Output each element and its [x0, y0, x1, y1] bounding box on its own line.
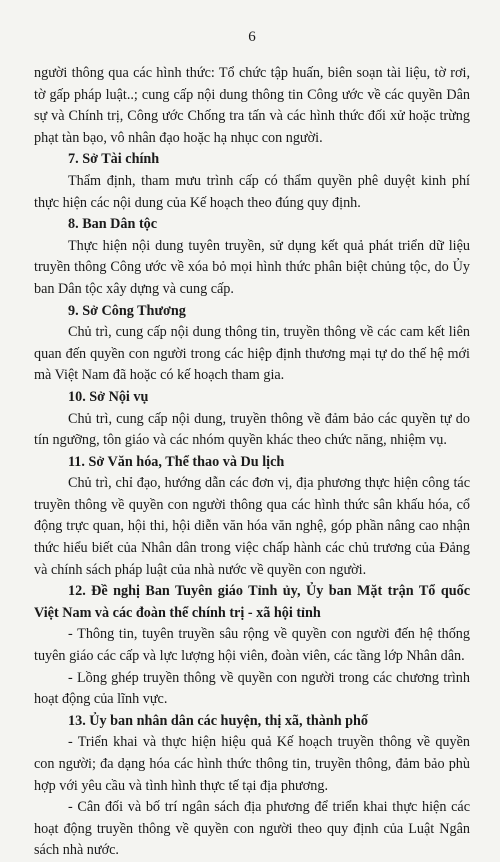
body-paragraph: Thực hiện nội dung tuyên truyền, sử dụng kết quả phát triển dữ liệu truyền thông Công ước về xóa bỏ mọi hình thức phân biệt chủng tộc, do Ủy ban Dân tộc xây dựng và cung cấp. [34, 237, 470, 297]
body-paragraph: Chủ trì, cung cấp nội dung, truyền thông về đảm bảo các quyền tự do tín ngưỡng, tôn giáo và các nhóm quyền khác theo chức năng, nhiệm vụ. [34, 410, 470, 449]
section-heading: 7. Sở Tài chính [68, 151, 160, 168]
body-paragraph: Thẩm định, tham mưu trình cấp có thẩm quyền phê duyệt kinh phí thực hiện các nội dung của Kế hoạch theo đúng quy định. [34, 172, 470, 211]
section-heading: 10. Sở Nội vụ [68, 388, 149, 405]
section-heading: 12. Đề nghị Ban Tuyên giáo Tỉnh ủy, Ủy ban Mặt trận Tổ quốc Việt Nam và các đoàn thể chính trị - xã hội tỉnh [34, 583, 470, 621]
body-paragraph: - Lồng ghép truyền thông về quyền con người trong các chương trình hoạt động của lĩnh vực. [34, 669, 470, 708]
document-body [34, 63, 470, 862]
section-heading: 11. Sở Văn hóa, Thể thao và Du lịch [68, 453, 285, 470]
body-paragraph: - Cân đối và bố trí ngân sách địa phương để triển khai thực hiện các hoạt động truyền thông về quyền con người theo quy định của Luật Ngân sách nhà nước. [34, 799, 470, 859]
section-heading: 8. Ban Dân tộc [68, 216, 158, 233]
body-paragraph: Chủ trì, cung cấp nội dung thông tin, truyền thông về các cam kết liên quan đến quyền con người trong các hiệp định thương mại tự do thế hệ mới mà Việt Nam đã hoặc có kế hoạch tham gia. [34, 324, 470, 384]
body-paragraph: Chủ trì, chỉ đạo, hướng dẫn các đơn vị, địa phương thực hiện công tác truyền thông về quyền con người thông qua các hình thức sân khấu hóa, cổ động trực quan, hội thi, hội diễn văn hóa văn nghệ, góp phần nâng cao nhận thức hiểu biết của Nhân dân trong việc chấp hành các chủ trương của Đảng và chính sách pháp luật của nhà nước về quyền con người. [34, 475, 470, 578]
body-paragraph: người thông qua các hình thức: Tổ chức tập huấn, biên soạn tài liệu, tờ rơi, tờ gấp pháp luật..; cung cấp nội dung thông tin Công ước về các quyền Dân sự và Chính trị, Công ước Chống tra tấn và các hình thức đối xử hoặc trừng phạt tàn bạo, vô nhân đạo hoặc hạ nhục con người. [34, 65, 470, 146]
body-paragraph: - Triển khai và thực hiện hiệu quả Kế hoạch truyền thông về quyền con người; đa dạng hóa các hình thức thông tin, truyền thông, đảm bảo phù hợp với yêu cầu và tình hình thực tế tại địa phương. [34, 734, 470, 794]
body-paragraph: - Thông tin, tuyên truyền sâu rộng về quyền con người đến hệ thống tuyên giáo các cấp và lực lượng hội viên, đoàn viên, các tầng lớp Nhân dân. [34, 626, 470, 665]
page-number: 6 [248, 29, 256, 45]
section-heading: 9. Sở Công Thương [68, 302, 186, 319]
section-heading: 13. Ủy ban nhân dân các huyện, thị xã, thành phố [68, 712, 369, 729]
